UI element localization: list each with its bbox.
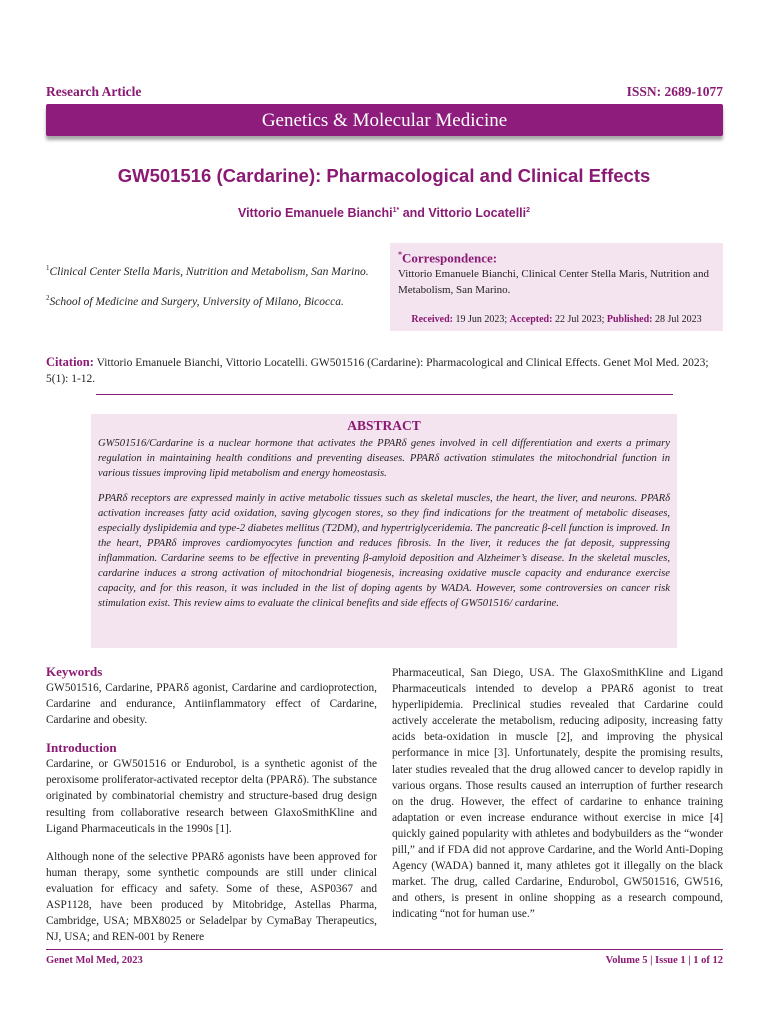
affiliation-2 [46, 294, 344, 308]
abstract-box [91, 414, 677, 648]
received-label: Received: [411, 314, 453, 325]
journal-header [46, 84, 723, 102]
journal-banner [46, 104, 723, 136]
correspondence-star: * [398, 250, 402, 259]
article-dates [390, 314, 723, 325]
affiliation-1 [46, 264, 369, 278]
citation [46, 354, 723, 387]
authors-and: and [399, 206, 429, 220]
left-column [46, 664, 377, 945]
correspondence-box [390, 243, 723, 331]
citation-label: Citation: [46, 355, 94, 369]
keywords-heading: Keywords [46, 664, 103, 679]
footer-divider [46, 949, 723, 950]
page-footer [46, 955, 723, 971]
section-divider [96, 394, 673, 395]
footer-journal: Genet Mol Med, 2023 [46, 955, 143, 966]
author-2: Vittorio Locatelli [428, 206, 527, 220]
introduction-heading: Introduction [46, 740, 117, 756]
paper-title: GW501516 (Cardarine): Pharmacological and Clinical Effects [117, 165, 651, 186]
received-date: 19 Jun 2023; [453, 314, 510, 325]
introduction-paragraph-2: Although none of the selective PPARδ agonists have been approved for human therapy, some synthetic compounds are still under clinical evaluation for efficacy and safety. Some of these, ASP0367 and ASP1128, have been produced by Mitobridge, Astellas Pharma, Cambridge, USA; MBX8025 or Seladelpar by CymaBay Therapeutics, NJ, USA; and REN-001 by Renere [46, 850, 377, 944]
author-2-sup: 2 [526, 206, 531, 214]
published-date: 28 Jul 2023 [652, 314, 702, 325]
affiliation-1-text: Clinical Center Stella Maris, Nutrition and Metabolism, San Marino. [49, 265, 369, 278]
introduction-paragraph-1: Cardarine, or GW501516 or Endurobol, is a synthetic agonist of the peroxisome proliferator-activated receptor delta (PPARδ). The substance originated by combinatorial chemistry and structure-based drug design resulting from collaborative research between GlaxoSmithKline and Ligand Pharmaceuticals in the 1990s [1]. [46, 758, 377, 835]
accepted-label: Accepted: [509, 314, 553, 325]
correspondence-heading-text: Correspondence: [402, 250, 498, 266]
author-1: Vittorio Emanuele Bianchi [237, 206, 393, 220]
issn: ISSN: 2689-1077 [626, 84, 723, 99]
author-1-sup: 1* [392, 206, 400, 214]
keywords-text: GW501516, Cardarine, PPARδ agonist, Cardarine and cardioprotection, Cardarine and endurance, Antiinflammatory effect of Cardarine, Cardarine and obesity. [46, 682, 377, 727]
affiliation-2-text: School of Medicine and Surgery, University of Milano, Bicocca. [49, 295, 344, 308]
authors-line [0, 206, 768, 220]
published-label: Published: [606, 314, 653, 325]
affiliation-1-num: 1 [46, 264, 50, 272]
correspondence-heading [398, 250, 715, 266]
affiliation-2-num: 2 [46, 294, 50, 302]
abstract-paragraph-1: GW501516/Cardarine is a nuclear hormone that activates the PPARδ genes involved in cell differentiation and exerts a primary regulation in maintaining health conditions and preventing diseases. PPARδ activation stimulates the mitochondrial function in various tissues improving lipid metabolism and energy homeostasis. [98, 438, 670, 479]
abstract-heading: ABSTRACT [347, 418, 421, 433]
abstract-paragraph-2: PPARδ receptors are expressed mainly in active metabolic tissues such as skeletal muscles, the heart, the liver, and neurons. PPARδ activation increases fatty acid oxidation, saving glycogen stores, so they find indications for the treatment of metabolic diseases, especially dyslipidemia and type-2 diabetes mellitus (T2DM), and hypertriglyceridemia. The pancreatic β-cell function is improved. In the heart, PPARδ improves cardiomyocytes function and reduces fibrosis. In the liver, it reduces the fat deposit, suppressing inflammation. Cardarine seems to be effective in preventing β-amyloid deposition and Alzheimer’s disease. In the skeletal muscles, cardarine induces a strong activation of mitochondrial biogenesis, increasing oxidative muscle capacity and endurance exercise capacity, and for this reason, it was included in the list of doping agents by WADA. However, some controversies on cancer risk stimulation exist. This review aims to evaluate the clinical benefits and side effects of GW501516/ cardarine. [98, 493, 670, 609]
accepted-date: 22 Jul 2023; [552, 314, 607, 325]
correspondence-text: Vittorio Emanuele Bianchi, Clinical Center Stella Maris, Nutrition and Metabolism, San Marino. [398, 268, 709, 296]
journal-title: Genetics & Molecular Medicine [261, 110, 508, 131]
citation-text: Vittorio Emanuele Bianchi, Vittorio Locatelli. GW501516 (Cardarine): Pharmacological and Clinical Effects. Genet Mol Med. 2023; 5(1): 1-12. [46, 357, 709, 385]
footer-page-info: Volume 5 | Issue 1 | 1 of 12 [605, 955, 723, 966]
introduction-paragraph-3: Pharmaceutical, San Diego, USA. The GlaxoSmithKline and Ligand Pharmaceuticals intended to develop a PPARδ agonist to treat hyperlipidemia. Preclinical studies revealed that Cardarine could actively accelerate the metabolism, reducing adiposity, increasing fatty acids beta-oxidation in muscle [2], and improving the physical performance in mice [3]. Unfortunately, despite the promising results, later studies revealed that the drug allowed cancer to develop rapidly in various organs. Those results caused an interruption of further research on the drug. However, the effect of cardarine to enhance training adaptation or even increase endurance without exercise in mice [4] quickly gained popularity with athletes and bodybuilders as the “wonder pill,” and if FDA did not approve Cardarine, and the World Anti-Doping Agency (WADA) banned it, many athletes got it illegally on the black market. The drug, called Cardarine, Endurobol, GW501516, GW516, and others, is present in online shopping as a research compound, indicating “not for human use.” [392, 667, 723, 921]
right-column [392, 665, 723, 923]
article-type: Research Article [46, 84, 142, 99]
